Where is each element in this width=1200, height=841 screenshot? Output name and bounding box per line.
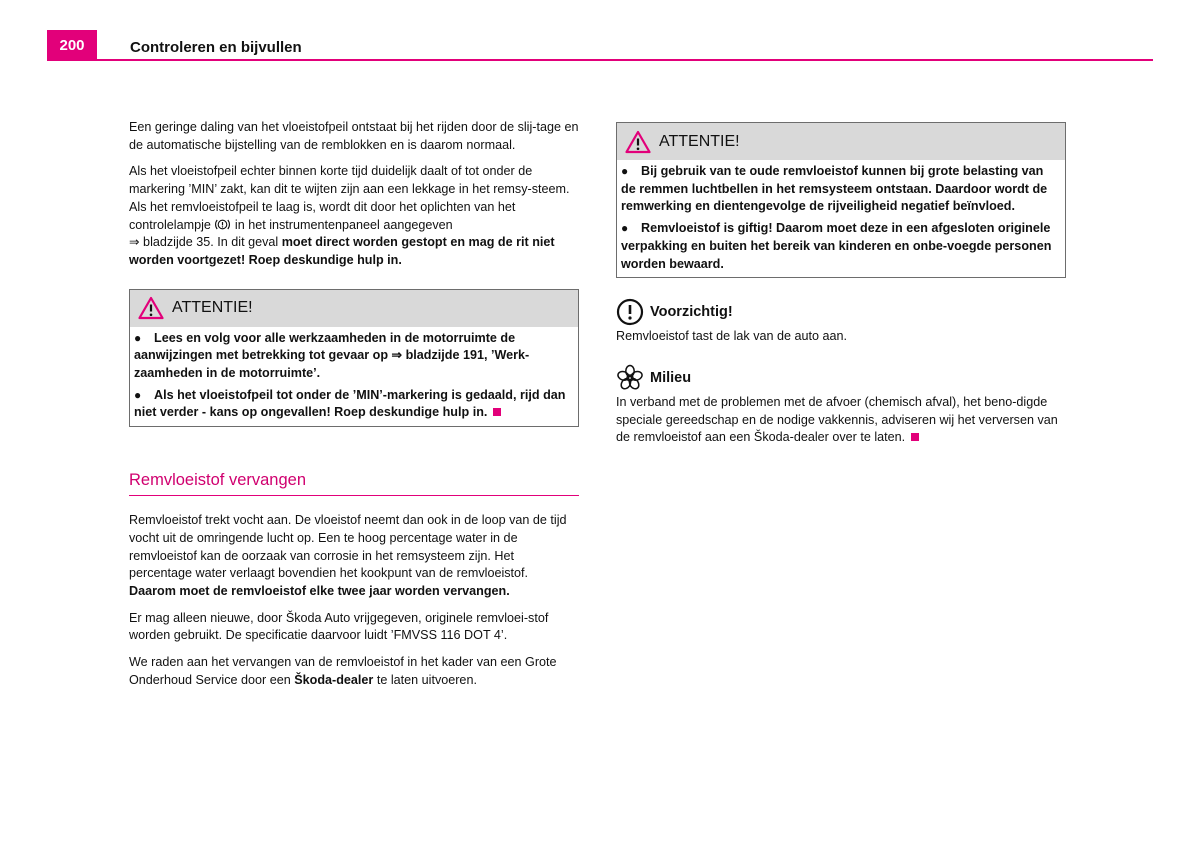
warning-item — [621, 220, 1061, 273]
paragraph-text: Remvloeistof trekt vocht aan. De vloeistof neemt dan ook in de loop van de tijd vocht uit de omringende lucht op. Een te hoog percentage water in de remvloeistof kan de oorzaak van corrosie in het remsysteem zijn. Het percentage water verlaagt bovendien het kookpunt van de remvloeistof. — [129, 513, 567, 581]
bold-instruction: moet direct worden gestopt en mag de rit niet worden voortgezet! Roep deskundige hulp in. — [129, 235, 555, 267]
caution-text: Remvloeistof tast de lak van de auto aan. — [616, 329, 848, 344]
paragraph-level-drop: Een geringe daling van het vloeistofpeil ontstaat bij het rijden door de slij-tage en de automatische bijstelling van de remblokken en is daarom normaal. — [129, 120, 579, 152]
paragraph-text: te laten uitvoeren. — [373, 672, 477, 687]
warning-text: bladzijde 191, ’Werk-zaamheden in de motorruimte’. — [134, 348, 530, 381]
paragraph-specification: Er mag alleen nieuwe, door Škoda Auto vrijgegeven, originele remvloei-stof worden gebruikt. De specificatie daarvoor luidt ’FMVSS 116 DOT 4’. — [129, 610, 549, 643]
warning-text: Als het vloeistofpeil tot onder de ’MIN’-markering is gedaald, rijd dan niet verder - kans op ongevallen! Roep deskundige hulp in. — [134, 387, 566, 420]
arrow-reference: ⇒ — [391, 348, 403, 363]
warning-text: Lees en volg voor alle werkzaamheden in de motorruimte de aanwijzingen met betrekking tot gevaar op — [134, 330, 516, 363]
warning-title: ATTENTIE! — [659, 132, 740, 150]
warning-item — [134, 330, 574, 383]
end-mark-icon — [493, 408, 501, 416]
bold-instruction: Daarom moet de remvloeistof elke twee jaar worden vervangen. — [129, 583, 510, 598]
environment-title: Milieu — [650, 369, 692, 386]
end-mark-icon — [911, 433, 919, 441]
warning-body — [130, 327, 578, 427]
paragraph-text: We raden aan het vervangen van de remvloeistof in het kader van een Grote Onderhoud Service door een — [129, 655, 557, 687]
environment-text: In verband met de problemen met de afvoer (chemisch afval), het beno-digde speciale gereedschap en de nodige vakkennis, adviseren wij het verversen van de remvloeistof aan een Škoda-dealer over te laten. — [616, 394, 1058, 445]
warning-item — [621, 163, 1061, 216]
warning-body — [617, 160, 1065, 277]
environment-flower-icon — [616, 364, 644, 392]
left-column — [129, 119, 579, 689]
arrow-reference: ⇒ — [129, 235, 140, 250]
warning-title: ATTENTIE! — [172, 299, 253, 317]
caution-heading — [616, 298, 1066, 326]
chapter-title: Controleren en bijvullen — [130, 39, 302, 56]
warning-item — [134, 387, 574, 422]
bullet-icon: ● — [134, 330, 142, 345]
warning-text: Bij gebruik van te oude remvloeistof kunnen bij grote belasting van de remmen luchtbellen in het remsysteem ontstaan. Daardoor wordt de remwerking en dientengevolge de rijveiligheid negatief beïnvloed. — [621, 164, 1048, 214]
brake-warning-lamp-icon — [214, 218, 231, 231]
warning-box — [129, 289, 579, 428]
warning-box — [616, 122, 1066, 278]
right-column — [616, 122, 1066, 447]
section-title: Remvloeistof vervangen — [129, 471, 579, 496]
warning-header — [130, 290, 578, 327]
bullet-icon: ● — [134, 387, 142, 402]
header-rule — [47, 59, 1153, 61]
paragraph-text: in het instrumentenpaneel aangegeven — [231, 217, 453, 232]
paragraph-text: Als het vloeistofpeil echter binnen korte tijd duidelijk daalt of tot onder de markering ’MIN’ zakt, kan dit te wijten zijn aan een lekkage in het remsy-steem. Als het remvloeistofpeil te laag is, wordt dit door het oplichten van het controlelampje — [129, 164, 570, 232]
environment-heading — [616, 364, 1066, 392]
page-number: 200 — [47, 30, 97, 60]
warning-triangle-icon — [138, 296, 164, 320]
warning-header — [617, 123, 1065, 160]
warning-text: Remvloeistof is giftig! Daarom moet deze in een afgesloten originele verpakking en buiten het bereik van kinderen en onbe-voegde personen worden bewaard. — [621, 221, 1052, 271]
caution-exclamation-icon — [616, 298, 644, 326]
paragraph-dealer — [129, 654, 579, 689]
environment-paragraph — [616, 394, 1066, 447]
paragraph-text: bladzijde 35. In dit geval — [139, 235, 282, 250]
bullet-icon: ● — [621, 221, 629, 236]
paragraph-level-warning — [129, 163, 579, 269]
bullet-icon: ● — [621, 164, 629, 178]
dealer-name: Škoda-dealer — [294, 672, 374, 687]
warning-triangle-icon — [625, 130, 651, 154]
paragraph-moisture — [129, 512, 579, 601]
caution-title: Voorzichtig! — [650, 304, 733, 321]
